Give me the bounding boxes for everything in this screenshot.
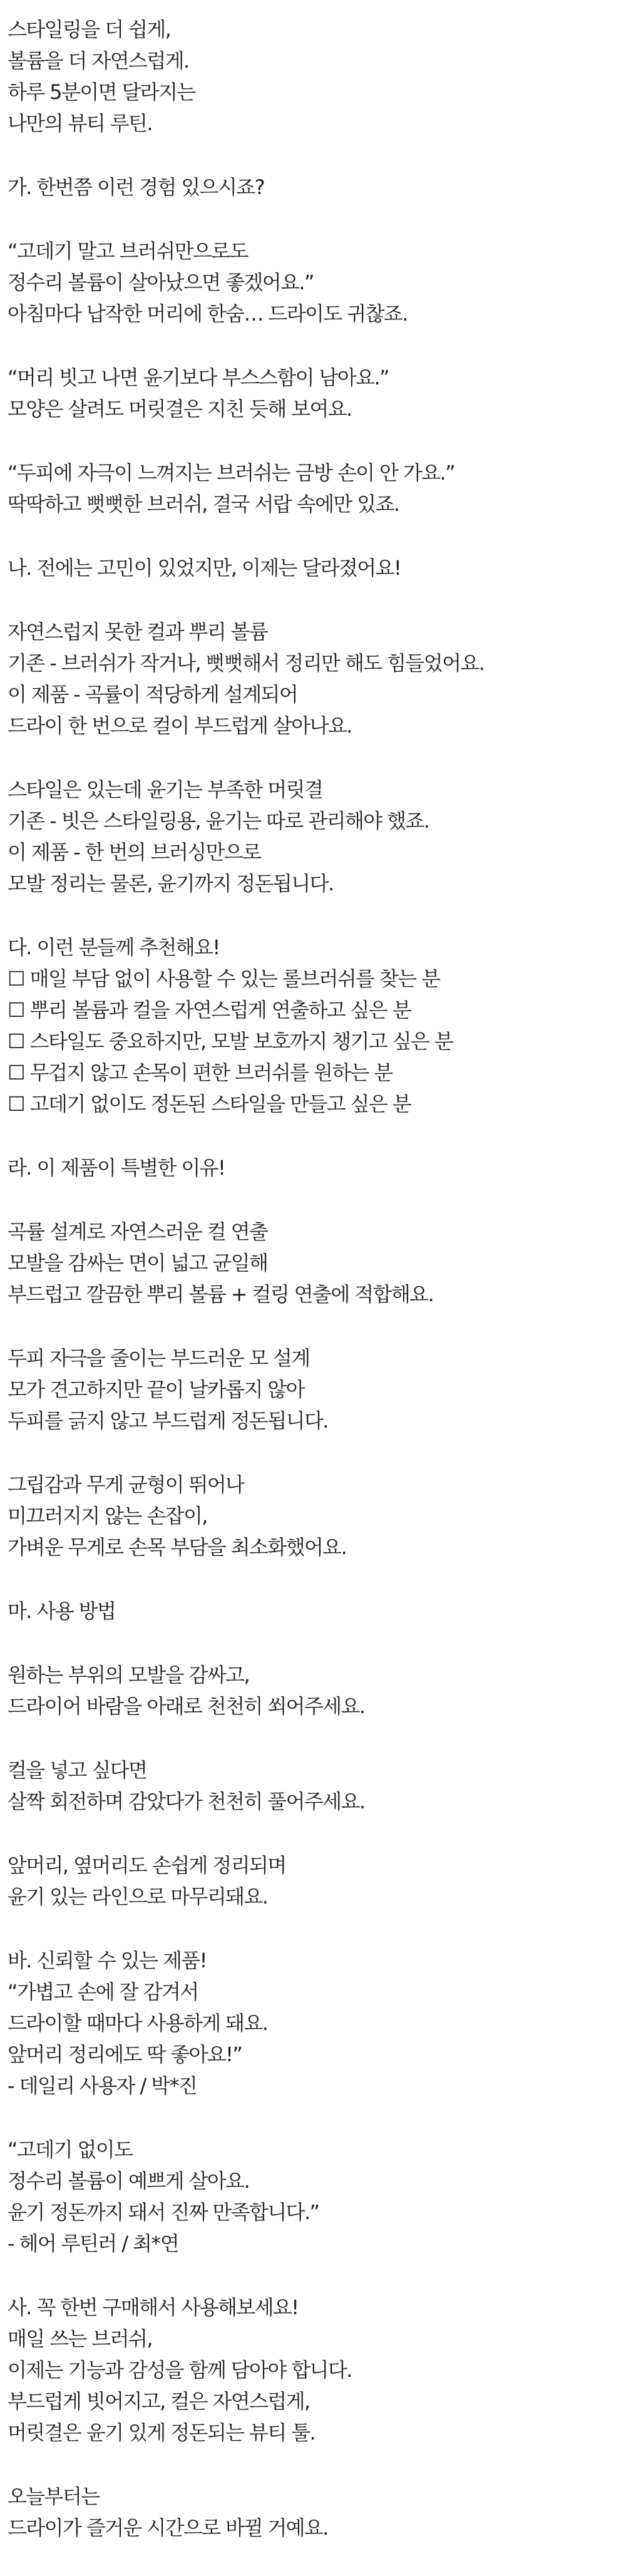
text-line: 미끄러지지 않는 손잡이, [8, 1504, 207, 1528]
text-line: 드라이가 즐거운 시간으로 바뀔 거예요. [8, 2516, 328, 2540]
text-line: 매일 쓰는 브러쉬, [8, 2327, 152, 2351]
text-line: 스타일링을 더 쉽게, [8, 18, 171, 41]
text-line: 두피를 긁지 않고 부드럽게 정돈됩니다. [8, 1409, 328, 1433]
review-text: “고데기 없이도 [8, 2138, 133, 2161]
review-author: - 데일리 사용자 / 박*진 [8, 2074, 197, 2098]
section-heading: 나. 전에는 고민이 있었지만, 이제는 달라졌어요! [8, 556, 401, 580]
section-heading: 사. 꼭 한번 구매해서 사용해보세요! [8, 2295, 299, 2319]
review-text: 정수리 볼륨이 예쁘게 살아요. [8, 2169, 250, 2193]
feature-paragraph [8, 1469, 618, 1563]
text-line: 이 제품 - 곡률이 적당하게 설계되어 [8, 683, 298, 706]
checklist-item: ☐ 스타일도 중요하지만, 모발 보호까지 챙기고 싶은 분 [8, 1029, 453, 1053]
review-author: - 헤어 루틴러 / 최*연 [8, 2232, 179, 2255]
text-line: 두피 자극을 줄이는 부드러운 모 설계 [8, 1346, 310, 1370]
text-line: 모발 정리는 물론, 윤기까지 정돈됩니다. [8, 872, 334, 895]
text-line: 부드럽고 깔끔한 뿌리 볼륨 + 컬링 연출에 적합해요. [8, 1282, 434, 1306]
usage-paragraph [8, 1754, 618, 1817]
text-line: 모발을 감싸는 면이 넓고 균일해 [8, 1251, 268, 1275]
section-heading-ra [8, 1152, 618, 1183]
product-description [8, 14, 618, 2576]
text-line: 컬을 넣고 싶다면 [8, 1758, 147, 1782]
text-line: 윤기 있는 라인으로 마무리돼요. [8, 1885, 268, 1909]
quote-paragraph [8, 457, 618, 520]
review-text: 드라이할 때마다 사용하게 돼요. [8, 2011, 268, 2035]
section-heading-ma [8, 1595, 618, 1627]
text-line: 머릿결은 윤기 있게 정돈되는 뷰티 툴. [8, 2421, 316, 2445]
text-line: 딱딱하고 뻣뻣한 브러쉬, 결국 서랍 속에만 있죠. [8, 492, 399, 516]
comparison-paragraph [8, 774, 618, 899]
usage-paragraph [8, 1850, 618, 1912]
text-line: 이 제품 - 한 번의 브러싱만으로 [8, 840, 261, 864]
review-paragraph [8, 2134, 618, 2259]
text-line: 스타일은 있는데 윤기는 부족한 머릿결 [8, 778, 323, 801]
text-line: 모양은 살려도 머릿결은 지친 듯해 보여요. [8, 397, 352, 421]
checklist-item: ☐ 무겁지 않고 손목이 편한 브러쉬를 원하는 분 [8, 1061, 393, 1084]
section-heading: 바. 신뢰할 수 있는 제품! [8, 1949, 207, 1972]
text-line: 살짝 회전하며 감았다가 천천히 풀어주세요. [8, 1790, 365, 1813]
text-line: 원하는 부위의 모발을 감싸고, [8, 1663, 250, 1687]
text-line: 오늘부터는 [8, 2485, 100, 2508]
review-text: “가볍고 손에 잘 감겨서 [8, 1980, 198, 2004]
text-line: 가벼운 무게로 손목 부담을 최소화했어요. [8, 1535, 347, 1559]
text-line: 정수리 볼륨이 살아났으면 좋겠어요.” [8, 270, 314, 294]
section-heading: 가. 한번쯤 이런 경험 있으시죠? [8, 175, 264, 199]
section-heading: 마. 사용 방법 [8, 1599, 116, 1623]
text-line: 나만의 뷰티 루틴. [8, 111, 152, 135]
text-line: 모가 견고하지만 끝이 날카롭지 않아 [8, 1378, 304, 1401]
review-paragraph [8, 1945, 618, 2101]
quote-paragraph [8, 235, 618, 329]
review-text: 윤기 정돈까지 돼서 진짜 만족합니다.” [8, 2200, 319, 2224]
text-line: 곡률 설계로 자연스러운 컬 연출 [8, 1220, 268, 1244]
comparison-paragraph [8, 616, 618, 741]
text-line: 자연스럽지 못한 컬과 뿌리 볼륨 [8, 620, 268, 644]
text-line: 기존 - 브러쉬가 작거나, 뻣뻣해서 정리만 해도 힘들었어요. [8, 651, 485, 675]
usage-paragraph [8, 1659, 618, 1722]
text-line: 앞머리, 옆머리도 손쉽게 정리되며 [8, 1853, 286, 1877]
checklist-item: ☐ 매일 부담 없이 사용할 수 있는 롤브러쉬를 찾는 분 [8, 967, 440, 991]
review-text: 앞머리 정리에도 딱 좋아요!” [8, 2043, 242, 2066]
text-line: 아침마다 납작한 머리에 한숨… 드라이도 귀찮죠. [8, 302, 408, 326]
closing-paragraph [8, 2292, 618, 2448]
section-heading: 라. 이 제품이 특별한 이유! [8, 1156, 225, 1180]
text-line: “머리 빗고 나면 윤기보다 부스스함이 남아요.” [8, 366, 389, 389]
section-heading: 다. 이런 분들께 추천해요! [8, 935, 220, 959]
feature-paragraph [8, 1216, 618, 1310]
text-line: “고데기 말고 브러쉬만으로도 [8, 239, 248, 263]
checklist-item: ☐ 고데기 없이도 정돈된 스타일을 만들고 싶은 분 [8, 1092, 411, 1116]
section-heading-ga [8, 172, 618, 203]
text-line: 기존 - 빗은 스타일링용, 윤기는 따로 관리해야 했죠. [8, 809, 429, 833]
feature-paragraph [8, 1342, 618, 1436]
text-line: 드라이 한 번으로 컬이 부드럽게 살아나요. [8, 714, 352, 738]
text-line: 볼륨을 더 자연스럽게. [8, 49, 189, 73]
text-line: 그립감과 무게 균형이 뛰어나 [8, 1473, 244, 1497]
text-line: “두피에 자극이 느껴지는 브러쉬는 금방 손이 안 가요.” [8, 461, 455, 485]
text-line: 이제는 기능과 감성을 함께 담아야 합니다. [8, 2358, 352, 2382]
final-paragraph [8, 2481, 618, 2543]
text-line: 하루 5분이면 달라지는 [8, 80, 195, 104]
checklist-item: ☐ 뿌리 볼륨과 컬을 자연스럽게 연출하고 싶은 분 [8, 998, 411, 1022]
intro-paragraph [8, 14, 618, 139]
quote-paragraph [8, 362, 618, 425]
recommendation-list [8, 932, 618, 1120]
text-line: 드라이어 바람을 아래로 천천히 쐬어주세요. [8, 1694, 365, 1718]
section-heading-na [8, 552, 618, 584]
text-line: 부드럽게 빗어지고, 컬은 자연스럽게, [8, 2389, 310, 2413]
